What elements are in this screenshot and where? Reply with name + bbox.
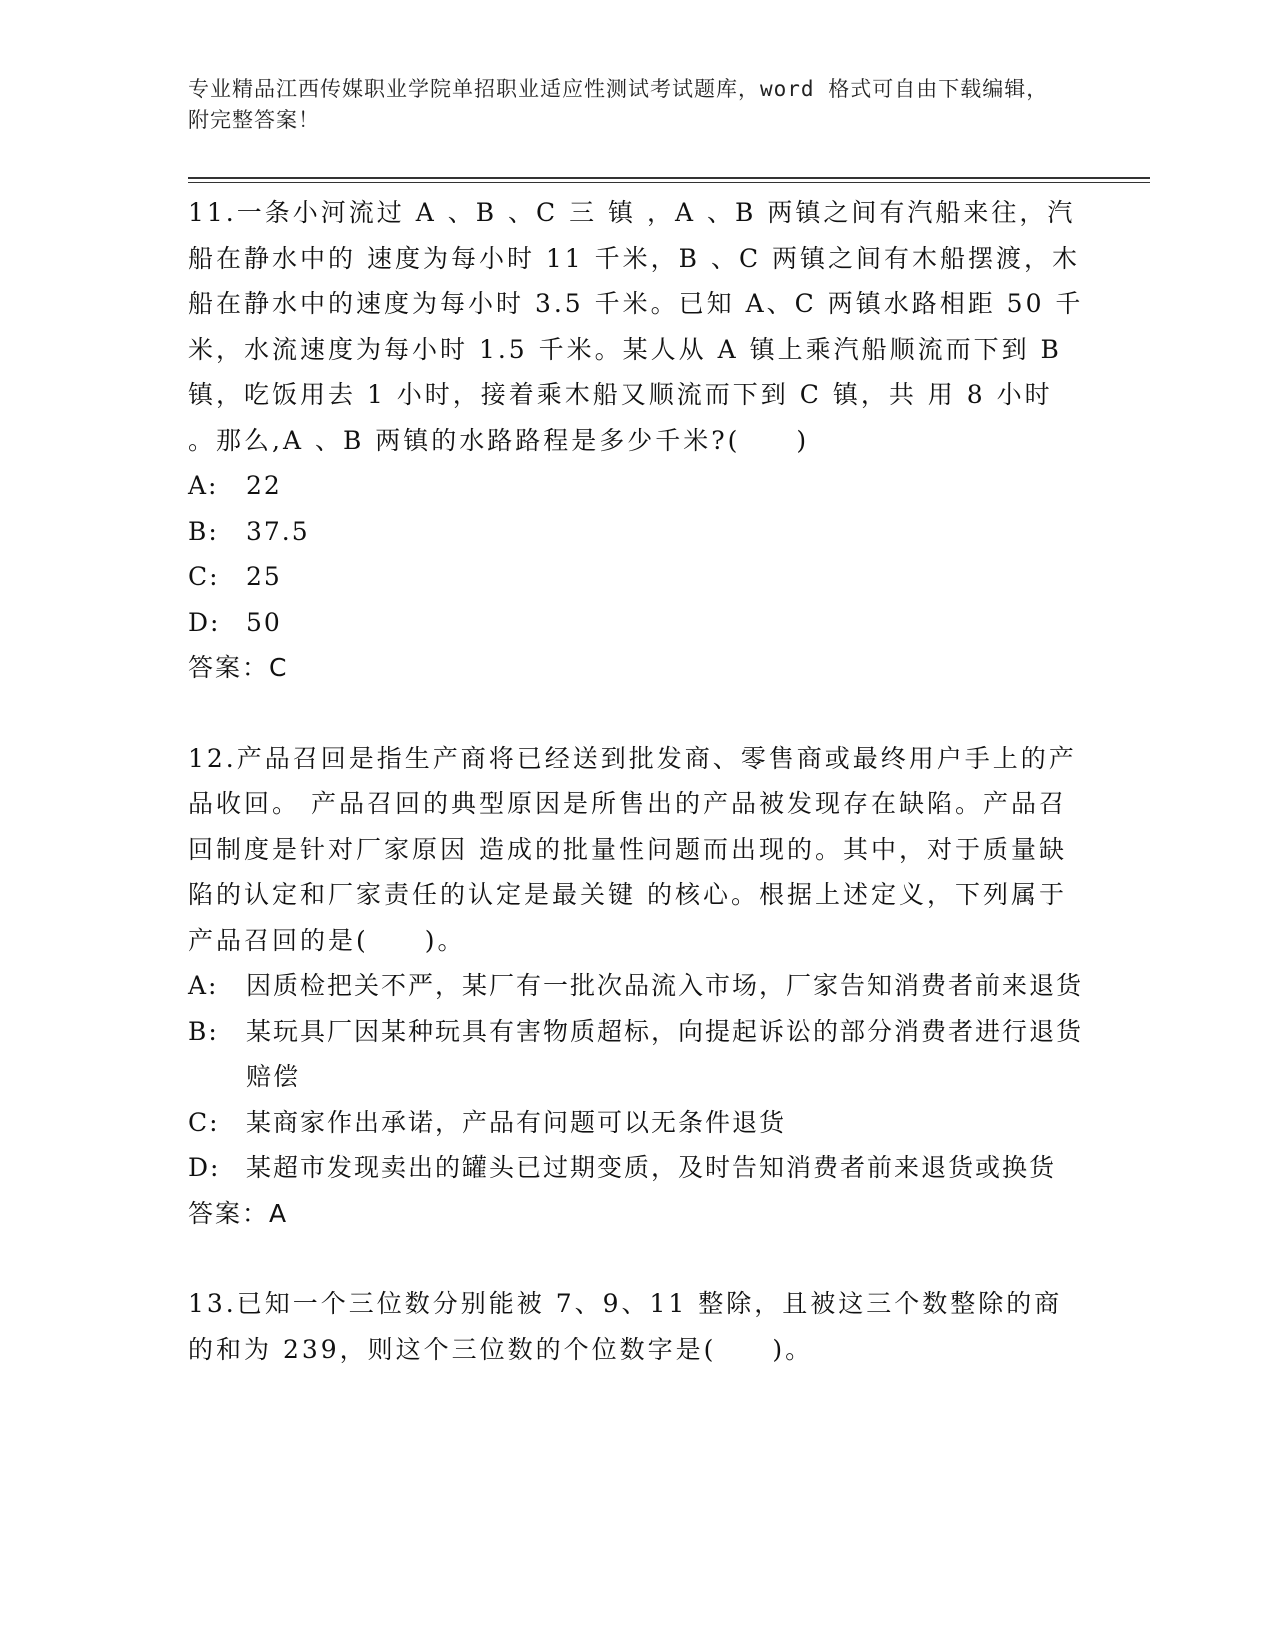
option-key: C: [188, 562, 220, 591]
question-list [188, 190, 1088, 1372]
option-text: 某商家作出承诺，产品有问题可以无条件退货 [246, 1107, 787, 1137]
spacer [188, 691, 1088, 736]
option-c [188, 554, 1088, 600]
option-b [188, 509, 1088, 555]
option-text: 某超市发现卖出的罐头已过期变质，及时告知消费者前来退货或换货 [246, 1153, 1057, 1182]
option-key: B: [188, 516, 219, 546]
option-key: D: [188, 607, 221, 637]
page-header: 专业精品江西传媒职业学院单招职业适应性测试考试题库，word 格式可自由下载编辑，附完整答案！ [188, 77, 1049, 132]
option-text: 50 [246, 607, 282, 637]
option-key: B: [188, 1016, 219, 1046]
question-stem: 11.一条小河流过 A 、B 、C 三 镇 ，A 、B 两镇之间有汽船来往，汽船在静水中的 速度为每小时 11 千米，B 、C 两镇之间有木船摆渡，木船在静水中的速度为每小时 3.5 千米。已知 A、C 两镇水路相距 50 千米，水流速度为每小时 1.5 千米。某人从 A 镇上乘汽船顺流而下到 B 镇，吃饭用去 1 小时，接着乘木船又顺流而下到 C 镇，共 用 8 小时 。那么,A 、B 两镇的水路路程是多少千米?( ) [188, 198, 1084, 455]
option-key: D: [188, 1153, 221, 1182]
header-rule-thin [188, 182, 1150, 183]
option-key: C: [188, 1107, 220, 1137]
question-stem: 13.已知一个三位数分别能被 7、9、11 整除，且被这三个数整除的商的和为 239，则这个三位数的个位数字是( )。 [188, 1289, 1063, 1364]
answer-line: 答案：A [188, 1198, 289, 1228]
option-d [188, 600, 1088, 646]
option-c [188, 1100, 1088, 1146]
option-text: 因质检把关不严，某厂有一批次品流入市场，厂家告知消费者前来退货 [246, 971, 1084, 1000]
option-text: 22 [246, 471, 282, 500]
question-11 [188, 190, 1088, 691]
option-d [188, 1145, 1088, 1191]
option-text: 某玩具厂因某种玩具有害物质超标，向提起诉讼的部分消费者进行退货赔偿 [246, 1016, 1084, 1091]
header-rule-thick [188, 177, 1150, 179]
option-key: A: [188, 471, 219, 500]
option-text: 37.5 [246, 516, 310, 546]
spacer [188, 1236, 1088, 1281]
option-a [188, 463, 1088, 509]
option-key: A: [188, 971, 219, 1000]
question-13 [188, 1281, 1088, 1372]
answer-line: 答案：C [188, 653, 289, 682]
option-b [188, 1009, 1088, 1100]
question-12 [188, 736, 1088, 1237]
option-a [188, 963, 1088, 1009]
question-stem: 12.产品召回是指生产商将已经送到批发商、零售商或最终用户手上的产品收回。 产品召回的典型原因是所售出的产品被发现存在缺陷。产品召回制度是针对厂家原因 造成的批量性问题而出现的。其中，对于质量缺陷的认定和厂家责任的认定是最关键 的核心。根据上述定义，下列属于产品召回的是( )。 [188, 743, 1077, 955]
option-text: 25 [246, 562, 282, 591]
